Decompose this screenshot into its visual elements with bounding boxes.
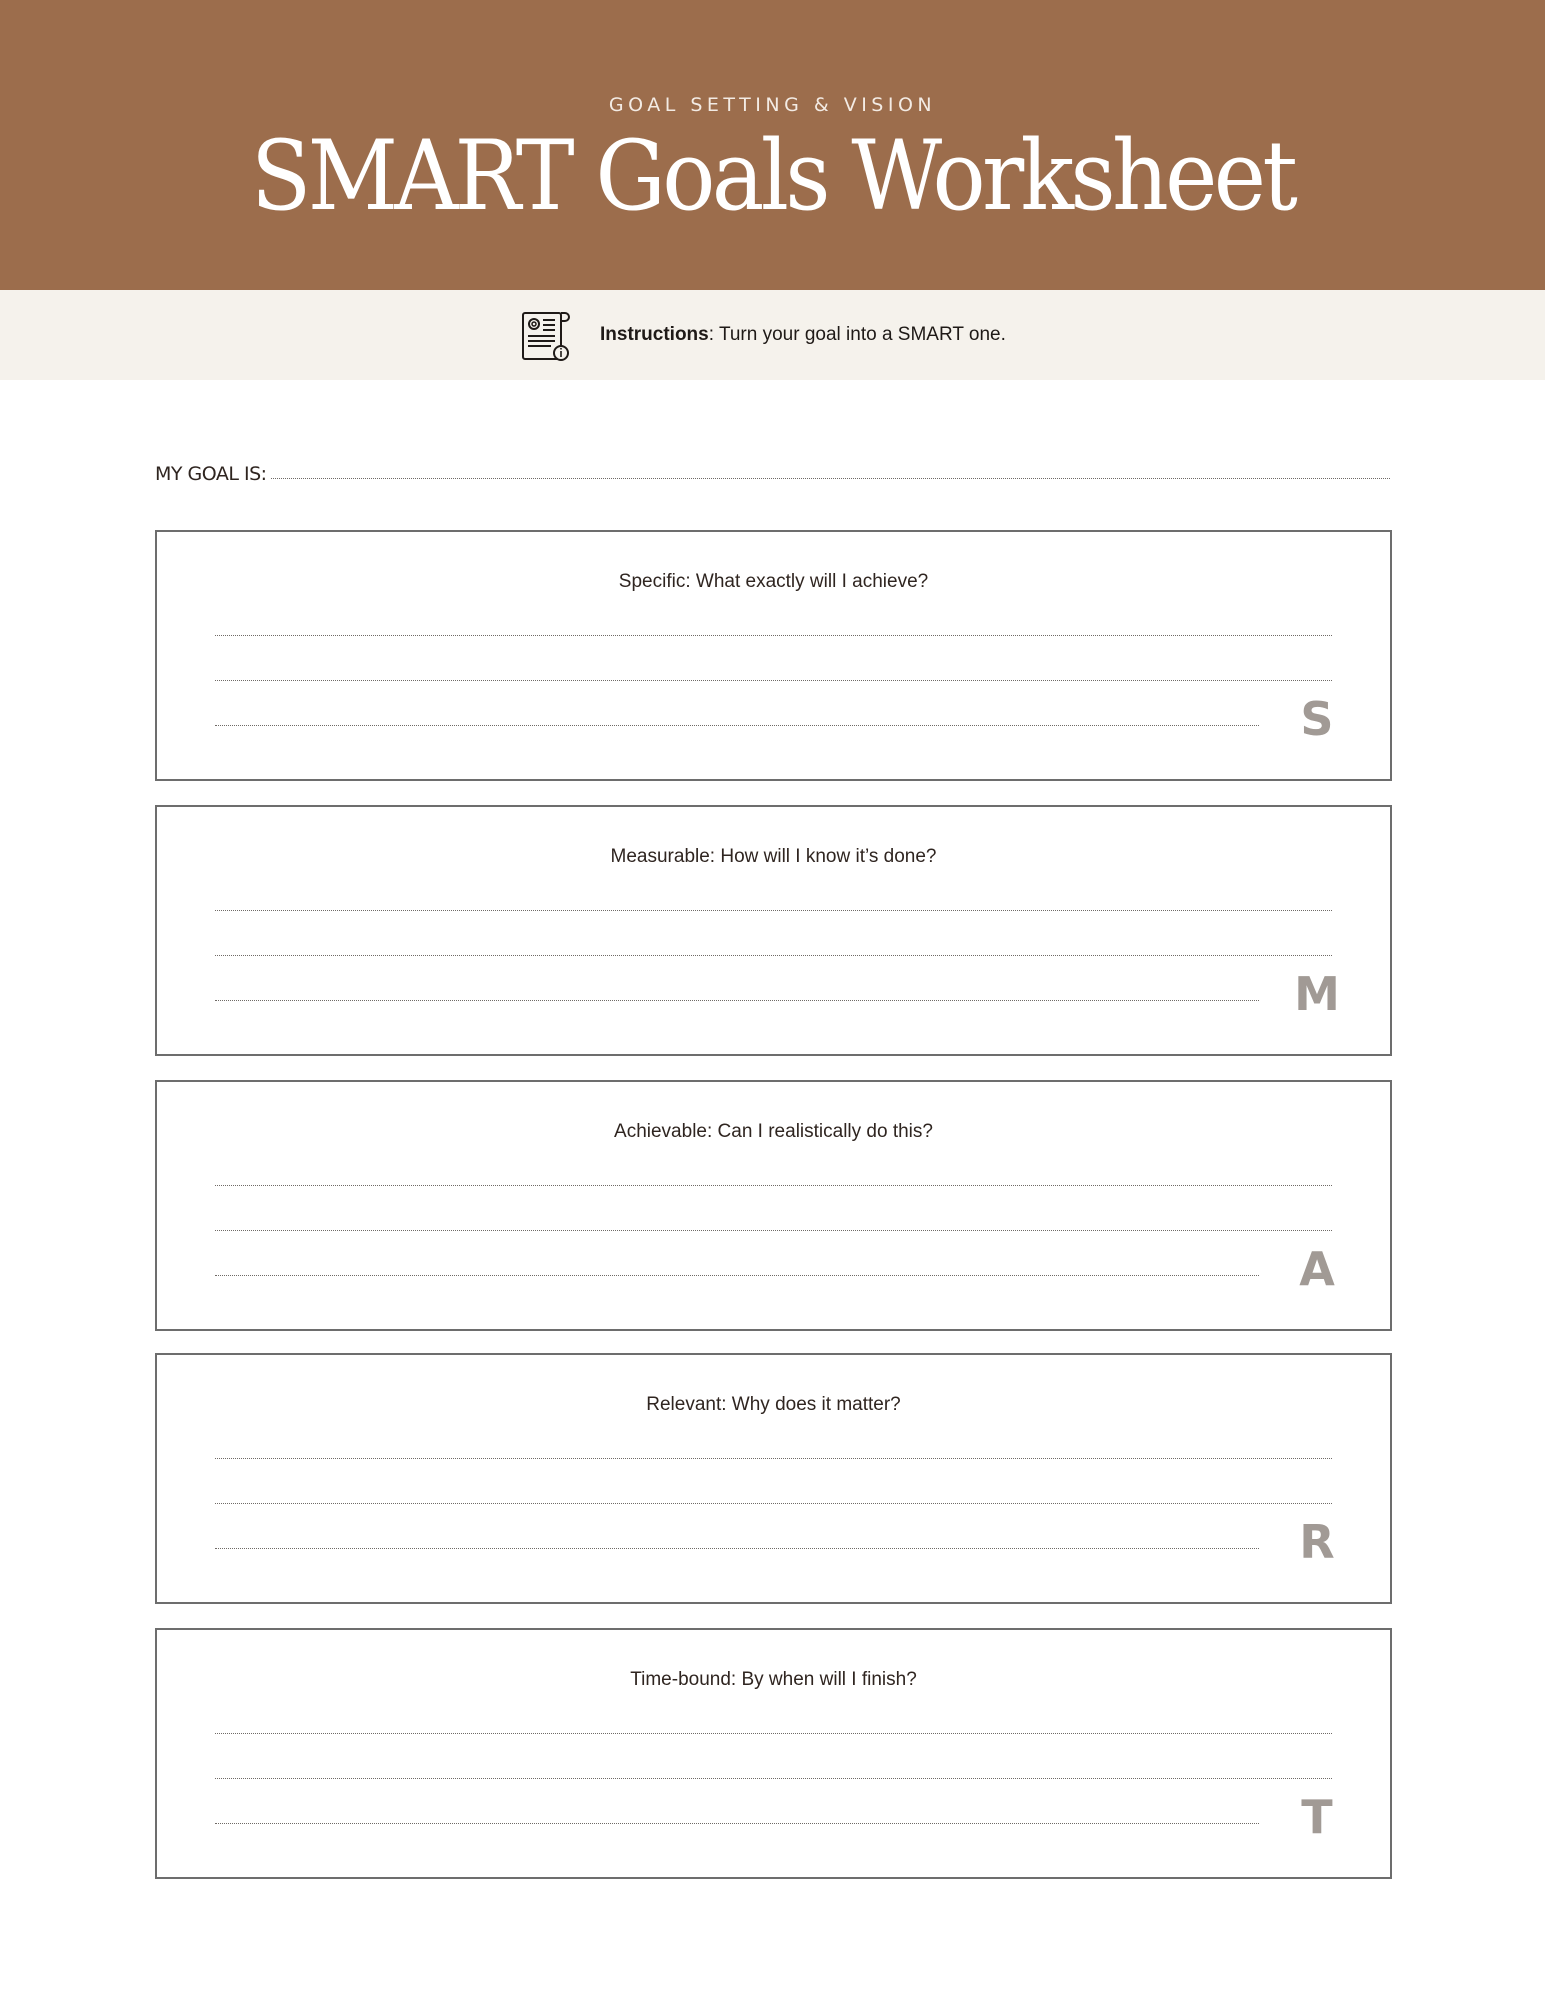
goal-label: MY GOAL IS: xyxy=(155,463,267,485)
write-line[interactable] xyxy=(215,1823,1259,1824)
write-line[interactable] xyxy=(215,1503,1332,1504)
write-line[interactable] xyxy=(215,1733,1332,1734)
instructions-label: Instructions xyxy=(600,324,709,345)
write-line[interactable] xyxy=(215,1548,1259,1549)
section-prompt: Measurable: How will I know it’s done? xyxy=(610,846,937,867)
page-title: SMART Goals Worksheet xyxy=(250,120,1295,232)
write-line[interactable] xyxy=(215,955,1332,956)
section-prompt: Relevant: Why does it matter? xyxy=(646,1394,901,1415)
section-relevant xyxy=(155,1353,1392,1604)
goal-row xyxy=(155,455,1390,485)
document-settings-info-icon xyxy=(521,309,571,363)
write-line[interactable] xyxy=(215,1230,1332,1231)
goal-input-line[interactable] xyxy=(271,478,1390,479)
section-achievable xyxy=(155,1080,1392,1331)
write-line[interactable] xyxy=(215,910,1332,911)
write-line[interactable] xyxy=(215,1000,1259,1001)
section-prompt: Time-bound: By when will I finish? xyxy=(630,1669,917,1690)
write-line[interactable] xyxy=(215,1458,1332,1459)
section-letter: M xyxy=(1294,967,1340,1021)
section-letter: T xyxy=(1301,1790,1333,1844)
instructions-band xyxy=(0,290,1545,380)
section-letter: A xyxy=(1299,1242,1335,1296)
section-prompt: Achievable: Can I realistically do this? xyxy=(614,1121,933,1142)
section-prompt: Specific: What exactly will I achieve? xyxy=(618,571,929,592)
header-banner xyxy=(0,0,1545,290)
write-line[interactable] xyxy=(215,680,1332,681)
section-specific xyxy=(155,530,1392,781)
section-letter: S xyxy=(1300,692,1334,746)
section-measurable xyxy=(155,805,1392,1056)
header-kicker: GOAL SETTING & VISION xyxy=(608,94,937,116)
section-letter: R xyxy=(1299,1515,1335,1569)
write-line[interactable] xyxy=(215,1185,1332,1186)
write-line[interactable] xyxy=(215,1778,1332,1779)
instructions-body: : Turn your goal into a SMART one. xyxy=(708,324,1006,345)
write-line[interactable] xyxy=(215,725,1259,726)
section-time-bound xyxy=(155,1628,1392,1879)
instructions-text xyxy=(600,324,1006,346)
write-line[interactable] xyxy=(215,1275,1259,1276)
write-line[interactable] xyxy=(215,635,1332,636)
